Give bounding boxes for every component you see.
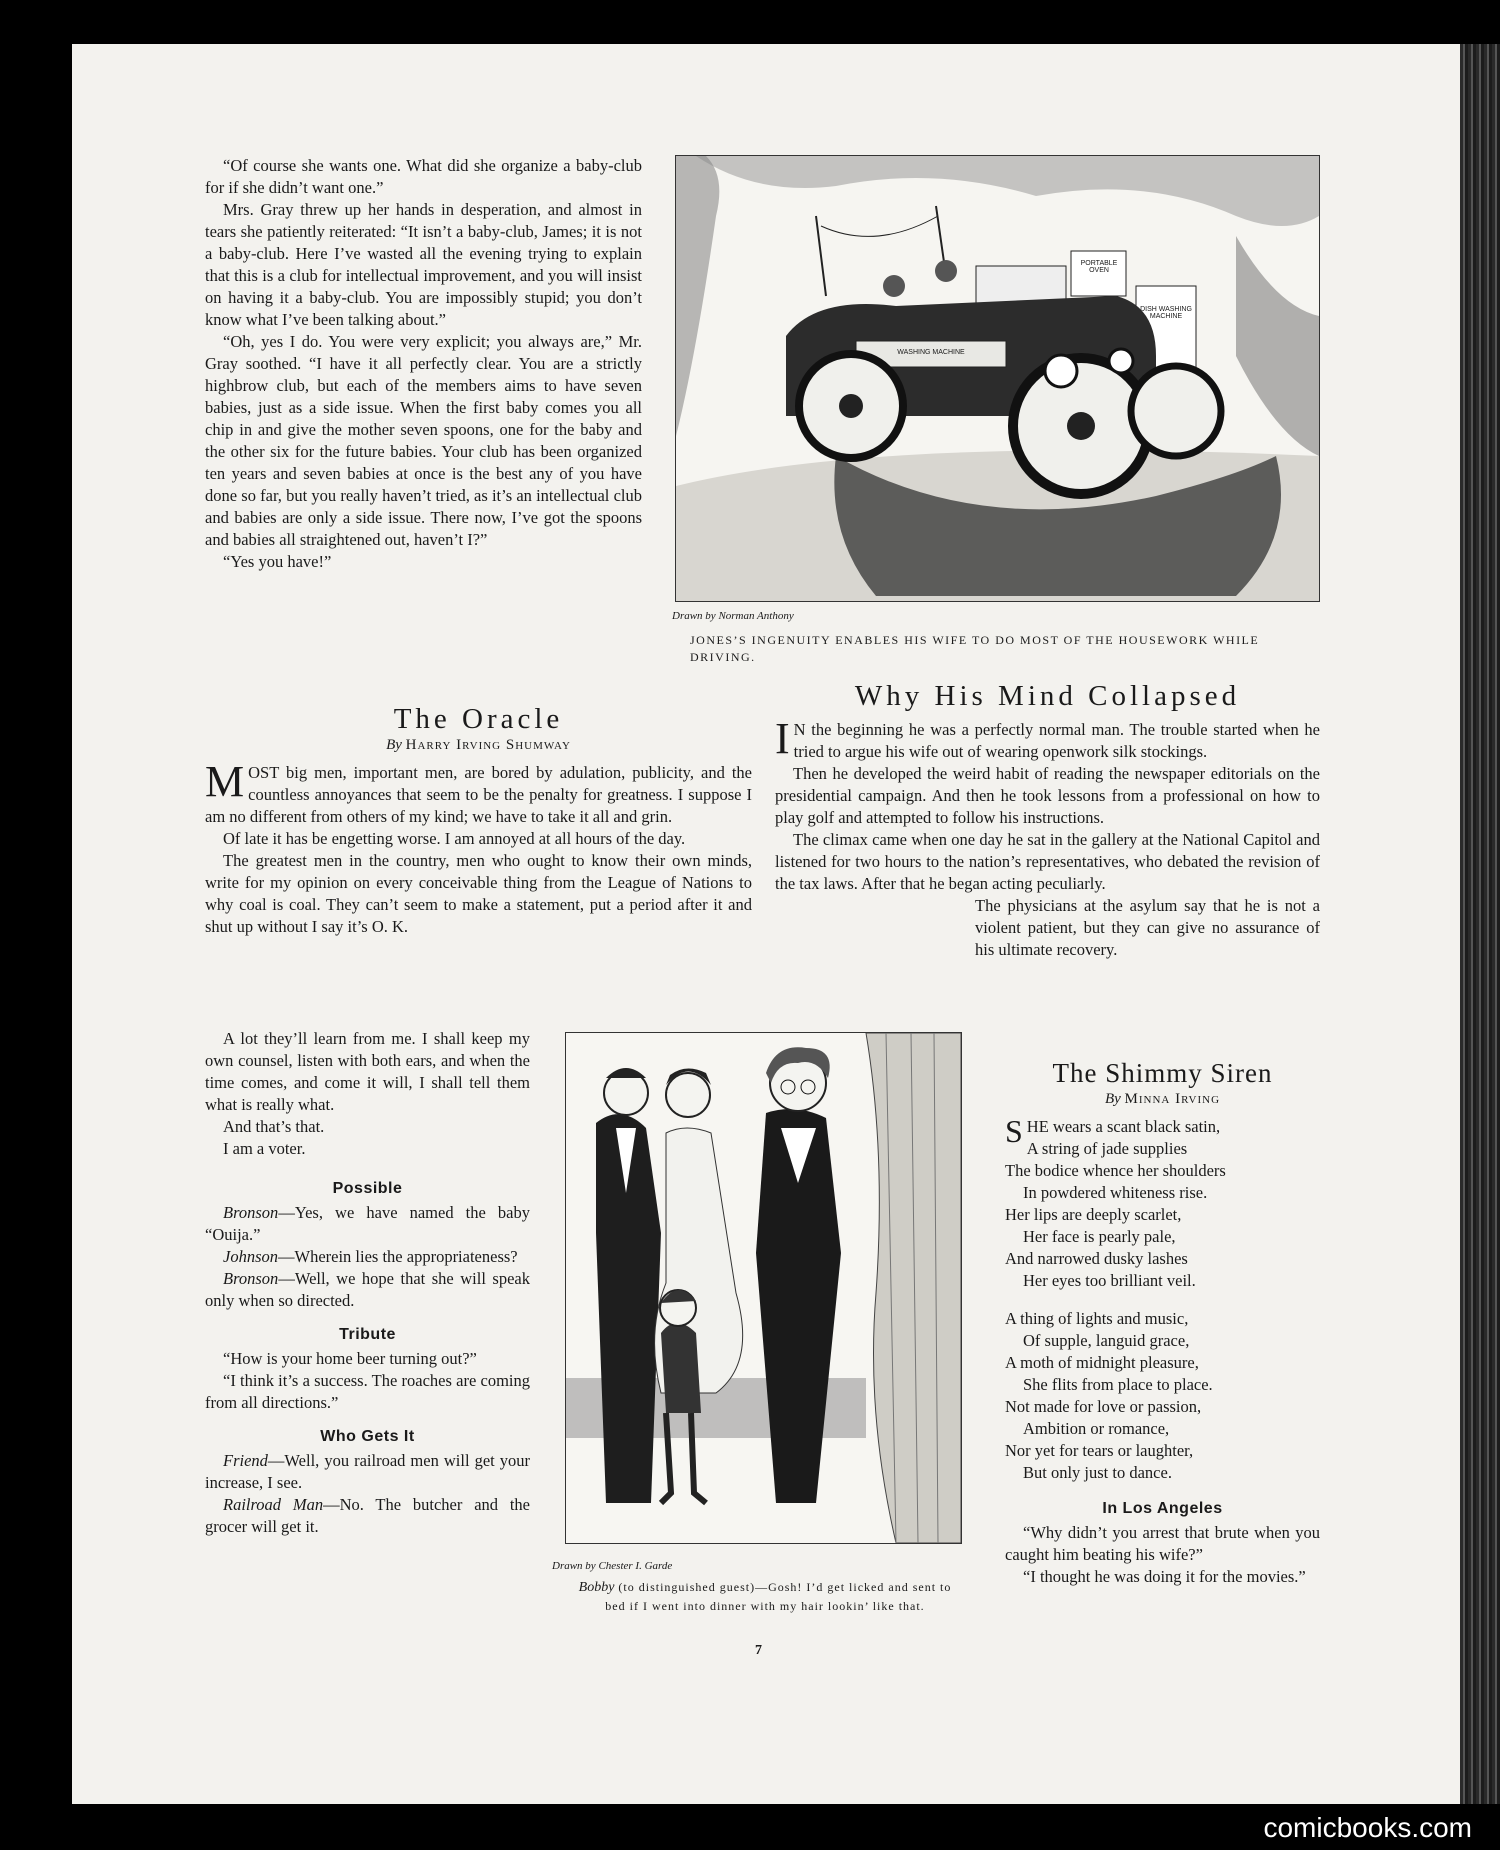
shimmy-stanza-2 <box>1005 1308 1320 1484</box>
page-number: 7 <box>755 1643 762 1658</box>
story-paragraph: “Oh, yes I do. You were very explicit; you always are,” Mr. Gray soothed. “I have it all perfectly clear. You are a strictly highbrow club, but each of the members aims to have seven babies, just as a side issue. When the first baby comes you all chip in and give the mother seven spoons, one for the baby and the other six for the future babies. Your club has been organized ten years and seven babies at once is the best any of you have done so far, but you really haven’t tried, as it’s an intellectual club and babies are only a side issue. There now, I’ve got the spoons and babies all straightened out, haven’t I?” <box>205 332 642 549</box>
car-illustration <box>675 155 1320 602</box>
poem-line: In powdered whiteness rise. <box>1023 1183 1208 1202</box>
los-angeles-heading: In Los Angeles <box>1102 1500 1223 1517</box>
mind-paragraph: The climax came when one day he sat in the gallery at the National Capitol and listened for two hours to the nation’s representatives, who debated the revision of the tax laws. After that he began acting peculiarly. <box>775 830 1320 893</box>
oracle-paragraph: I am a voter. <box>223 1139 306 1158</box>
possible-line: Bronson—Well, we hope that she will speak only when so directed. <box>205 1269 530 1310</box>
story-paragraph: “Yes you have!” <box>223 552 332 571</box>
car-illustration-caption: JONES’S INGENUITY ENABLES HIS WIFE TO DO MOST OF THE HOUSEWORK WHILE DRIVING. <box>690 633 1260 664</box>
poem-line: Her face is pearly pale, <box>1023 1227 1176 1246</box>
mind-paragraph: The physicians at the asylum say that he is not a violent patient, but they can give no assurance of his ultimate recovery. <box>975 896 1320 959</box>
car-sign-oven: PORTABLE OVEN <box>1080 260 1118 274</box>
possible-line: Johnson—Wherein lies the appropriateness? <box>223 1247 518 1266</box>
book-binding-edge <box>1460 44 1500 1804</box>
oracle-paragraph: MOST big men, important men, are bored by adulation, publicity, and the countless annoyances that seem to be the penalty for greatness. I suppose I am no different from others of my kind; we have to take it all and grin. <box>205 757 752 826</box>
party-illustration <box>565 1032 962 1544</box>
site-watermark: comicbooks.com <box>1263 1812 1472 1843</box>
oracle-byline: By Harry Irving Shumway <box>386 737 571 753</box>
party-illustration-credit: Drawn by Chester I. Garde <box>552 1560 673 1572</box>
shimmy-title: The Shimmy Siren <box>1052 1058 1273 1088</box>
tribute-line: “How is your home beer turning out?” <box>223 1349 477 1368</box>
scan-border-top <box>0 0 1500 44</box>
mind-paragraph: Then he developed the weird habit of reading the newspaper editorials on the presidential campaign. And then he took lessons from a professional on how to play golf and attempted to follow his instructions. <box>775 764 1320 827</box>
possible-line: Bronson—Yes, we have named the baby “Ouija.” <box>205 1203 530 1244</box>
story-paragraph: Mrs. Gray threw up her hands in desperation, and almost in tears she patiently reiterated: “It isn’t a baby-club, James; it is not a baby-club. Here I’ve wasted all the evening trying to explain that this is a club for intellectual improvement, and you will insist on having it a baby-club. You are impossibly stupid; you don’t know what I’ve been talking about.” <box>205 200 642 329</box>
possible-heading: Possible <box>332 1180 403 1197</box>
car-sign-dishwasher: DISH WASHING MACHINE <box>1140 306 1192 320</box>
poem-line: SHE wears a scant black satin, <box>1005 1113 1221 1149</box>
oracle-paragraph: The greatest men in the country, men who ought to know their own minds, write for my opinion on every conceivable thing from the League of Nations to why coal is coal. They can’t seem to make a statement, put a period after it and shut up without I say it’s O. K. <box>205 851 752 936</box>
tribute-line: “I think it’s a success. The roaches are coming from all directions.” <box>205 1371 530 1412</box>
who-gets-it-heading: Who Gets It <box>320 1428 415 1445</box>
poem-line: Not made for love or passion, <box>1005 1397 1202 1416</box>
shimmy-stanza-1 <box>1005 1113 1320 1292</box>
poem-line: Of supple, languid grace, <box>1023 1331 1190 1350</box>
caption-text: (to distinguished guest)—Gosh! I’d get licked and sent to bed if I went into dinner with my hair lookin’ like that. <box>605 1580 952 1613</box>
los-angeles-line: “I thought he was doing it for the movies.” <box>1023 1567 1306 1586</box>
mind-paragraph: I N the beginning he was a perfectly normal man. The trouble started when he tried to argue his wife out of wearing openwork silk stockings. <box>775 714 1320 763</box>
poem-line: A string of jade supplies <box>1026 1139 1188 1158</box>
mind-title: Why His Mind Collapsed <box>854 680 1241 712</box>
poem-line: The bodice whence her shoulders <box>1005 1161 1226 1180</box>
left-lower-column <box>205 1028 530 1538</box>
tribute-heading: Tribute <box>339 1326 396 1343</box>
mind-article <box>775 680 1320 961</box>
story-paragraph: “Of course she wants one. What did she organize a baby-club for if she didn’t want one.” <box>205 156 642 197</box>
poem-line: But only just to dance. <box>1023 1463 1172 1482</box>
poem-line: Nor yet for tears or laughter, <box>1005 1441 1194 1460</box>
poem-line: Ambition or romance, <box>1023 1419 1170 1438</box>
mind-dropcap: I <box>775 714 790 763</box>
car-sign-washer: WASHING MACHINE <box>897 349 965 356</box>
poem-line: And narrowed dusky lashes <box>1005 1249 1188 1268</box>
shimmy-byline: By Minna Irving <box>1104 1091 1221 1107</box>
who-gets-it-line: Railroad Man—No. The butcher and the grocer will get it. <box>205 1495 530 1536</box>
party-drawing <box>566 1033 961 1543</box>
poem-line: She flits from place to place. <box>1023 1375 1213 1394</box>
oracle-paragraph: A lot they’ll learn from me. I shall keep my own counsel, listen with both ears, and when the time comes, and come it will, I shall tell them what is really what. <box>205 1029 530 1114</box>
car-drawing <box>676 156 1319 601</box>
oracle-author: Harry Irving Shumway <box>405 737 571 753</box>
poem-line: A moth of midnight pleasure, <box>1005 1353 1199 1372</box>
poem-line: Her lips are deeply scarlet, <box>1005 1205 1182 1224</box>
party-illustration-caption <box>575 1578 955 1616</box>
story-continued-column <box>205 155 642 573</box>
shimmy-author: Minna Irving <box>1124 1091 1221 1107</box>
oracle-dropcap: M <box>205 757 245 806</box>
shimmy-article <box>1005 1058 1320 1588</box>
shimmy-dropcap: S <box>1005 1113 1023 1149</box>
oracle-paragraph: Of late it has be engetting worse. I am annoyed at all hours of the day. <box>223 829 686 848</box>
car-illustration-credit: Drawn by Norman Anthony <box>672 610 794 622</box>
oracle-article <box>205 703 752 938</box>
los-angeles-line: “Why didn’t you arrest that brute when you caught him beating his wife?” <box>1005 1523 1320 1564</box>
poem-line: A thing of lights and music, <box>1005 1309 1189 1328</box>
poem-line: Her eyes too brilliant veil. <box>1023 1271 1196 1290</box>
caption-speaker: Bobby <box>578 1580 615 1595</box>
who-gets-it-line: Friend—Well, you railroad men will get your increase, I see. <box>205 1451 530 1492</box>
oracle-paragraph: And that’s that. <box>223 1117 325 1136</box>
oracle-title: The Oracle <box>393 703 564 735</box>
